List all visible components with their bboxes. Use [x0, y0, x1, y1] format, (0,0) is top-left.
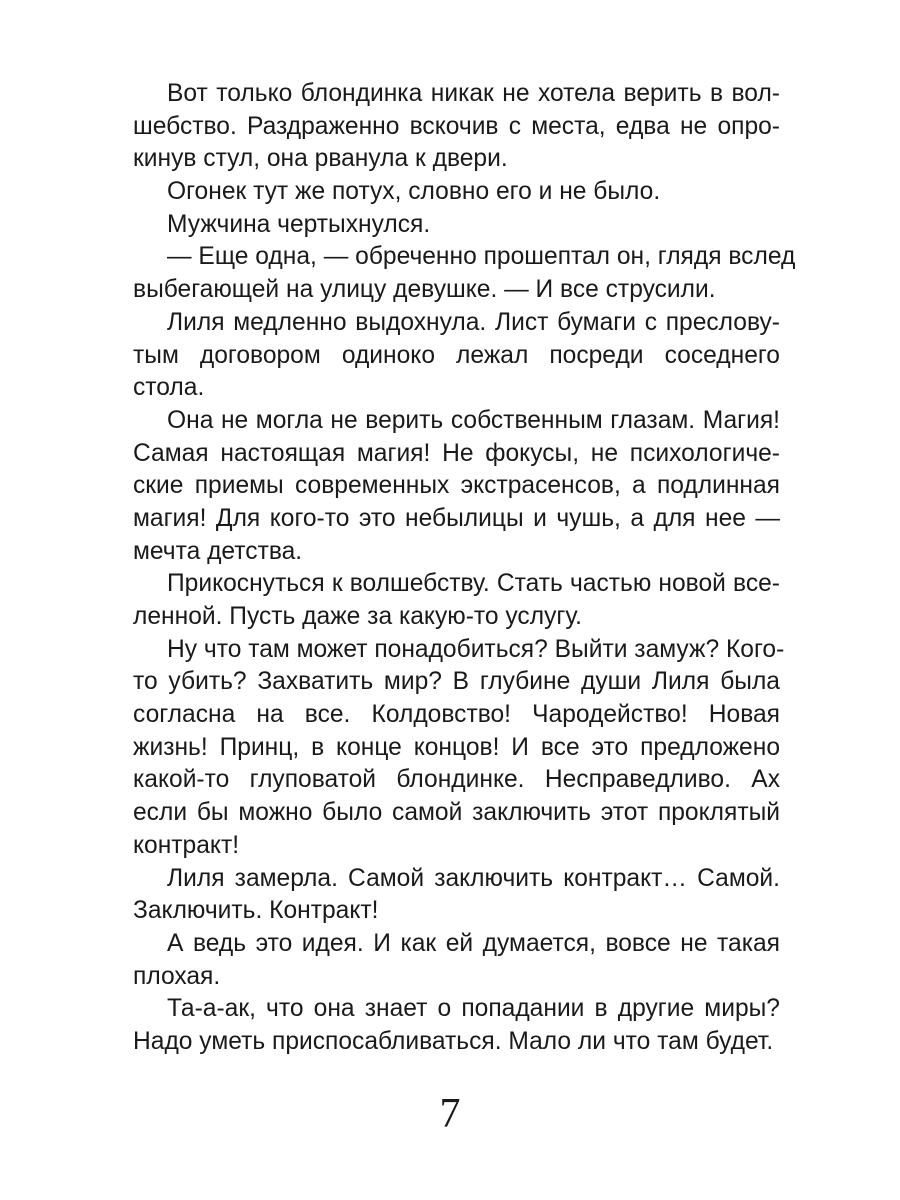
paragraph: [133, 405, 780, 568]
paragraph: [133, 634, 785, 863]
text-line: шебство. Раздраженно вскочив с места, едва не опро-: [133, 112, 780, 140]
text-line: — Еще одна, — обреченно прошептал он, глядя вслед: [167, 243, 796, 271]
text-line: Огонек тут же потух, словно его и не было.: [167, 178, 661, 206]
text-line: тым договором одиноко лежал посреди соседнего: [133, 341, 780, 369]
text-line: Самая настоящая магия! Не фокусы, не психологиче-: [133, 439, 780, 467]
paragraph: [133, 78, 780, 176]
text-line: Она не могла не верить собственным глазам. Магия!: [167, 406, 780, 434]
text-line: Заключить. Контракт!: [133, 897, 379, 925]
text-line: Ну что там может понадобиться? Выйти замуж? Кого-: [167, 635, 785, 663]
paragraph: [133, 993, 780, 1058]
text-line: согласна на все. Колдовство! Чародейство! Новая: [133, 701, 780, 729]
text-line: жизнь! Принц, в конце концов! И все это предложено: [133, 733, 780, 761]
paragraph: [133, 863, 780, 928]
text-line: Прикоснуться к волшебству. Стать частью новой все-: [167, 570, 780, 598]
text-line: ские приемы современных экстрасенсов, а подлинная: [133, 472, 780, 500]
text-line: Вот только блондинка никак не хотела верить в вол-: [167, 80, 780, 107]
text-line: выбегающей на улицу девушке. — И все струсили.: [133, 276, 716, 304]
text-line: мечта детства.: [133, 537, 303, 565]
text-line: плохая.: [133, 962, 221, 990]
text-line: если бы можно было самой заключить этот проклятый: [133, 799, 780, 827]
paragraph: [133, 928, 780, 993]
paragraph: [133, 209, 780, 242]
text-line: Лиля замерла. Самой заключить контракт… Самой.: [167, 864, 780, 892]
text-line: Та-а-ак, что она знает о попадании в другие миры?: [167, 995, 780, 1023]
page-body: [133, 78, 796, 1059]
text-line: стола.: [133, 374, 205, 402]
text-line: какой-то глуповатой блондинке. Несправедливо. Ах: [133, 766, 780, 794]
text-line: контракт!: [133, 831, 240, 859]
paragraph: [133, 241, 796, 306]
page-number: 7: [439, 1091, 461, 1137]
text-line: Надо уметь приспосабливаться. Мало ли что там будет.: [133, 1027, 774, 1055]
text-line: ленной. Пусть даже за какую-то услугу.: [133, 603, 583, 630]
text-line: то убить? Захватить мир? В глубине души Лиля была: [133, 668, 780, 696]
text-line: А ведь это идея. И как ей думается, вовсе не такая: [167, 929, 780, 957]
paragraph: [133, 307, 780, 405]
text-line: Мужчина чертыхнулся.: [167, 210, 431, 238]
text-line: магия! Для кого-то это небылицы и чушь, а для нее —: [133, 504, 780, 532]
paragraph: [133, 568, 780, 633]
text-line: кинув стул, она рванула к двери.: [133, 145, 508, 173]
text-line: Лиля медленно выдохнула. Лист бумаги с преслову-: [167, 308, 780, 336]
paragraph: [133, 176, 780, 209]
